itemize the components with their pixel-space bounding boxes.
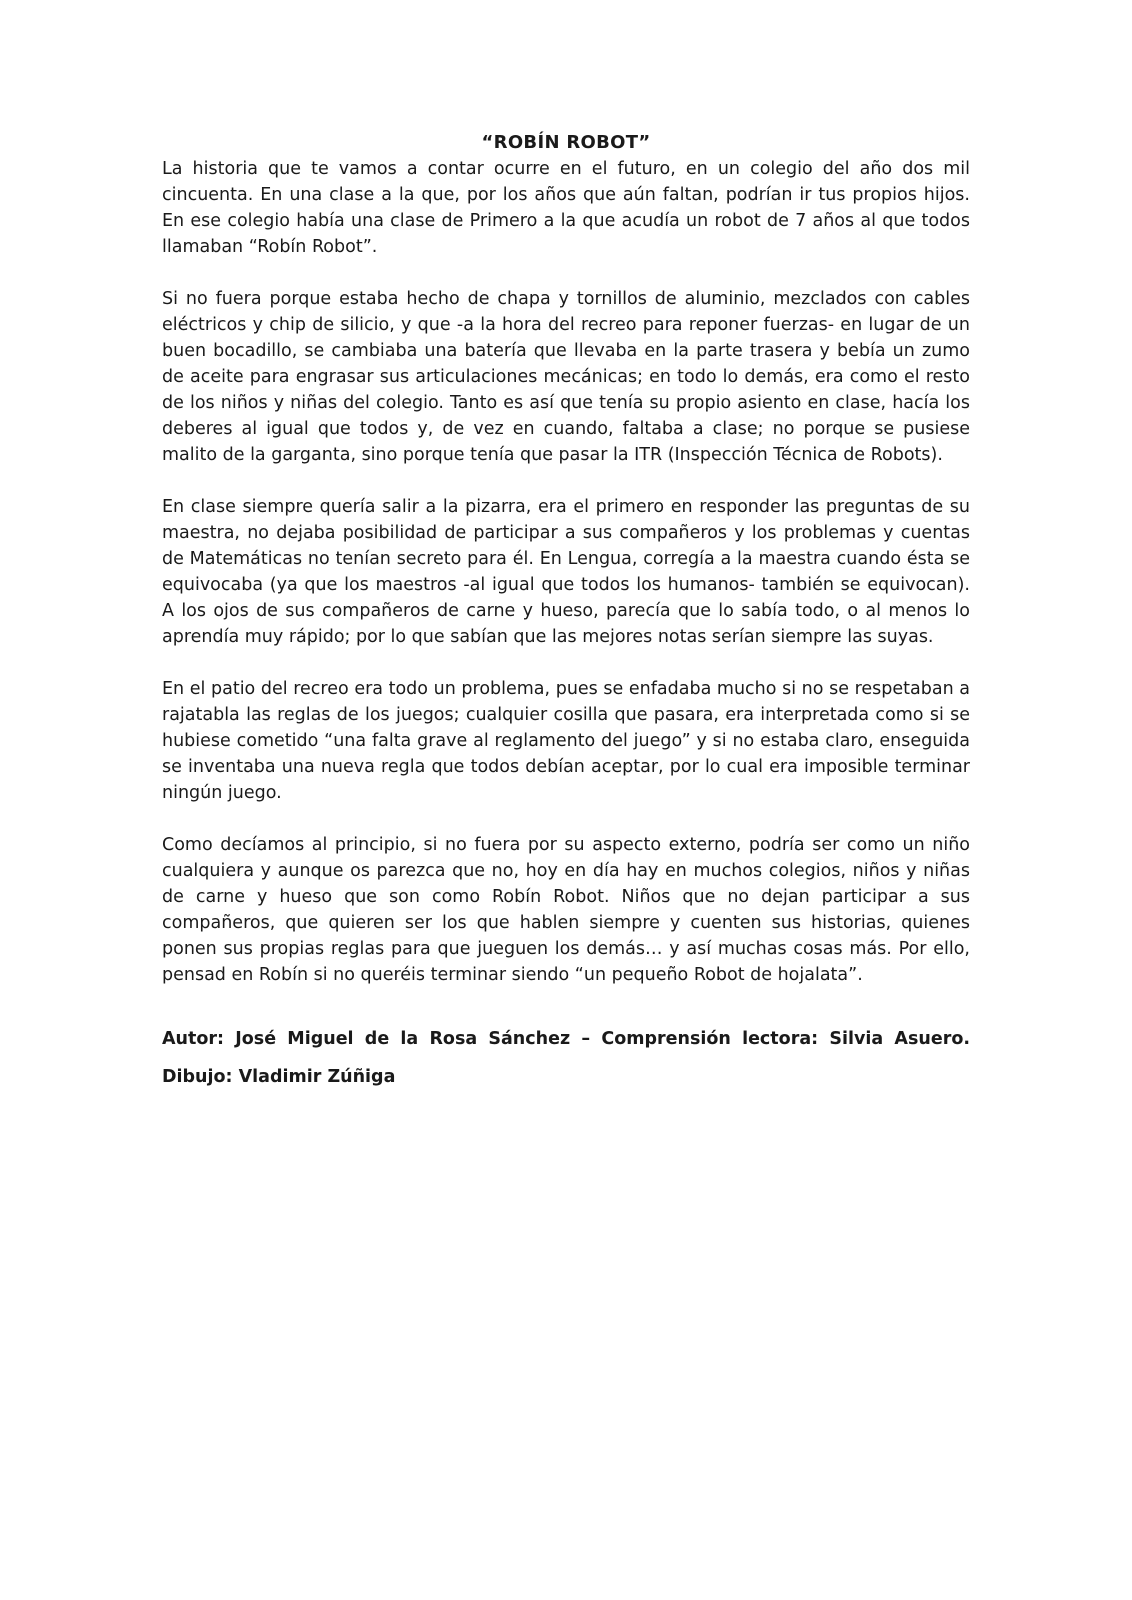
document-page <box>162 130 970 1114</box>
paragraph-moral: Como decíamos al principio, si no fuera por su aspecto externo, podría ser como un niño cualquiera y aunque os parezca que no, hoy en día hay en muchos colegios, niños y niñas de carne y hueso que son como Robín Robot. Niños que no dejan participar a sus compañeros, que quieren ser los que hablen siempre y cuenten sus historias, quienes ponen sus propias reglas para que jueguen los demás… y así muchas cosas más. Por ello, pensad en Robín si no queréis terminar siendo “un pequeño Robot de hojalata”. <box>162 835 970 985</box>
paragraph-intro: La historia que te vamos a contar ocurre en el futuro, en un colegio del año dos mil cincuenta. En una clase a la que, por los años que aún faltan, podrían ir tus propios hijos. En ese colegio había una clase de Primero a la que acudía un robot de 7 años al que todos llamaban “Robín Robot”. <box>162 159 970 257</box>
author-credit: Autor: José Miguel de la Rosa Sánchez – Comprensión lectora: Silvia Asuero. Dibujo: Vladimir Zúñiga <box>162 1029 970 1087</box>
story-title: “ROBÍN ROBOT” <box>481 132 651 153</box>
paragraph-playground: En el patio del recreo era todo un problema, pues se enfadaba mucho si no se respetaban a rajatabla las reglas de los juegos; cualquier cosilla que pasara, era interpretada como si se hubiese cometido “una falta grave al reglamento del juego” y si no estaba claro, enseguida se inventaba una nueva regla que todos debían aceptar, por lo cual era imposible terminar ningún juego. <box>162 679 970 803</box>
paragraph-robot-description: Si no fuera porque estaba hecho de chapa y tornillos de aluminio, mezclados con cables eléctricos y chip de silicio, y que -a la hora del recreo para reponer fuerzas- en lugar de un buen bocadillo, se cambiaba una batería que llevaba en la parte trasera y bebía un zumo de aceite para engrasar sus articulaciones mecánicas; en todo lo demás, era como el resto de los niños y niñas del colegio. Tanto es así que tenía su propio asiento en clase, hacía los deberes al igual que todos y, de vez en cuando, faltaba a clase; no porque se pusiese malito de la garganta, sino porque tenía que pasar la ITR (Inspección Técnica de Robots). <box>162 289 970 465</box>
paragraph-classroom: En clase siempre quería salir a la pizarra, era el primero en responder las preguntas de su maestra, no dejaba posibilidad de participar a sus compañeros y los problemas y cuentas de Matemáticas no tenían secreto para él. En Lengua, corregía a la maestra cuando ésta se equivocaba (ya que los maestros -al igual que todos los humanos- también se equivocan). A los ojos de sus compañeros de carne y hueso, parecía que lo sabía todo, o al menos lo aprendía muy rápido; por lo que sabían que las mejores notas serían siempre las suyas. <box>162 497 970 647</box>
